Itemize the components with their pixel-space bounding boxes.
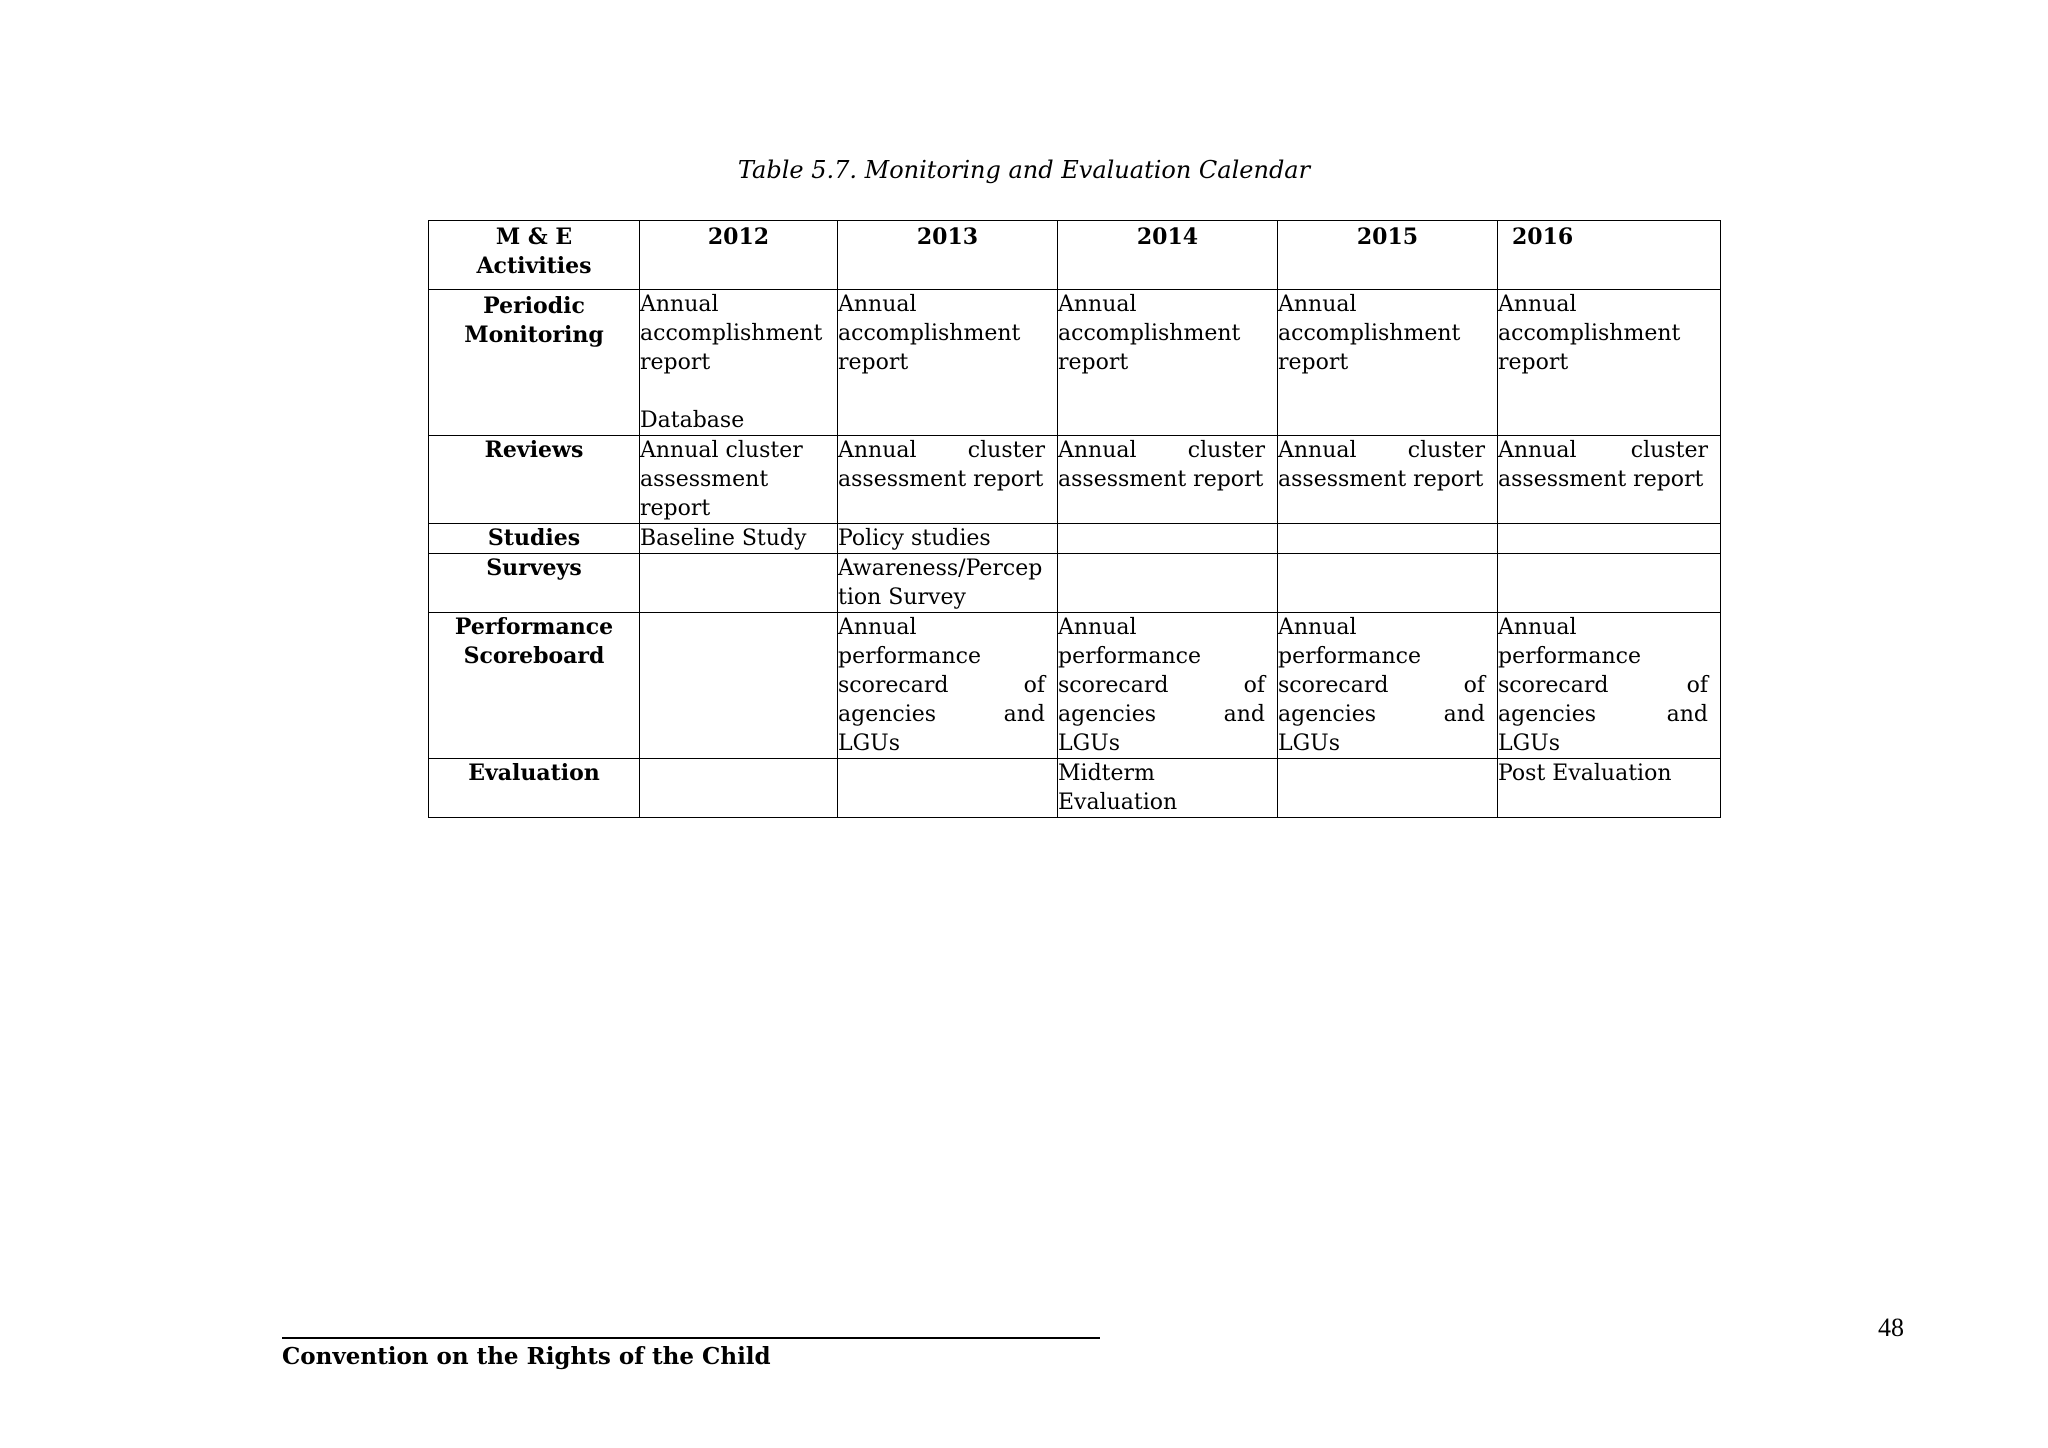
cell-reviews-2016: Annual cluster assessment report <box>1498 436 1721 524</box>
cell-reviews-2013: Annual cluster assessment report <box>838 436 1058 524</box>
row-label-evaluation: Evaluation <box>429 759 640 818</box>
cell-periodic-2014: Annual accomplishment report <box>1058 290 1278 436</box>
cell-periodic-2012: Annual accomplishment report Database <box>640 290 838 436</box>
page-number: 48 <box>1878 1313 1904 1342</box>
cell-studies-2016 <box>1498 524 1721 554</box>
table-row-evaluation <box>429 759 1721 818</box>
cell-evaluation-2014: Midterm Evaluation <box>1058 759 1278 818</box>
footer-rule <box>282 1337 1100 1339</box>
cell-studies-2013: Policy studies <box>838 524 1058 554</box>
row-label-surveys: Surveys <box>429 554 640 613</box>
cell-performance-2012 <box>640 613 838 759</box>
cell-evaluation-2012 <box>640 759 838 818</box>
header-activities: M & E Activities <box>429 221 640 290</box>
cell-evaluation-2016: Post Evaluation <box>1498 759 1721 818</box>
cell-reviews-2012: Annual cluster assessment report <box>640 436 838 524</box>
header-year-2014: 2014 <box>1058 221 1278 290</box>
cell-surveys-2016 <box>1498 554 1721 613</box>
row-label-reviews: Reviews <box>429 436 640 524</box>
table-header-row <box>429 221 1721 290</box>
row-label-studies: Studies <box>429 524 640 554</box>
table-row-performance-scoreboard <box>429 613 1721 759</box>
cell-studies-2012: Baseline Study <box>640 524 838 554</box>
cell-performance-2016: Annual performance scorecard of agencies and LGUs <box>1498 613 1721 759</box>
row-label-periodic-monitoring: Periodic Monitoring <box>429 290 640 436</box>
table-row-studies <box>429 524 1721 554</box>
cell-studies-2014 <box>1058 524 1278 554</box>
cell-reviews-2015: Annual cluster assessment report <box>1278 436 1498 524</box>
table-row-reviews <box>429 436 1721 524</box>
cell-periodic-2015: Annual accomplishment report <box>1278 290 1498 436</box>
header-year-2013: 2013 <box>838 221 1058 290</box>
table-row-surveys <box>429 554 1721 613</box>
cell-performance-2014: Annual performance scorecard of agencies and LGUs <box>1058 613 1278 759</box>
header-year-2015: 2015 <box>1278 221 1498 290</box>
cell-surveys-2012 <box>640 554 838 613</box>
cell-periodic-2016: Annual accomplishment report <box>1498 290 1721 436</box>
cell-surveys-2013: Awareness/Percep tion Survey <box>838 554 1058 613</box>
cell-periodic-2013: Annual accomplishment report <box>838 290 1058 436</box>
cell-reviews-2014: Annual cluster assessment report <box>1058 436 1278 524</box>
footer-title: Convention on the Rights of the Child <box>282 1343 771 1370</box>
cell-studies-2015 <box>1278 524 1498 554</box>
table-row-periodic-monitoring <box>429 290 1721 436</box>
table-caption: Table 5.7. Monitoring and Evaluation Calendar <box>737 156 1311 184</box>
cell-performance-2013: Annual performance scorecard of agencies and LGUs <box>838 613 1058 759</box>
header-year-2016: 2016 <box>1498 221 1721 290</box>
cell-evaluation-2015 <box>1278 759 1498 818</box>
me-calendar-table <box>428 220 1721 818</box>
cell-surveys-2014 <box>1058 554 1278 613</box>
header-year-2012: 2012 <box>640 221 838 290</box>
cell-performance-2015: Annual performance scorecard of agencies and LGUs <box>1278 613 1498 759</box>
cell-evaluation-2013 <box>838 759 1058 818</box>
row-label-performance-scoreboard: Performance Scoreboard <box>429 613 640 759</box>
cell-surveys-2015 <box>1278 554 1498 613</box>
